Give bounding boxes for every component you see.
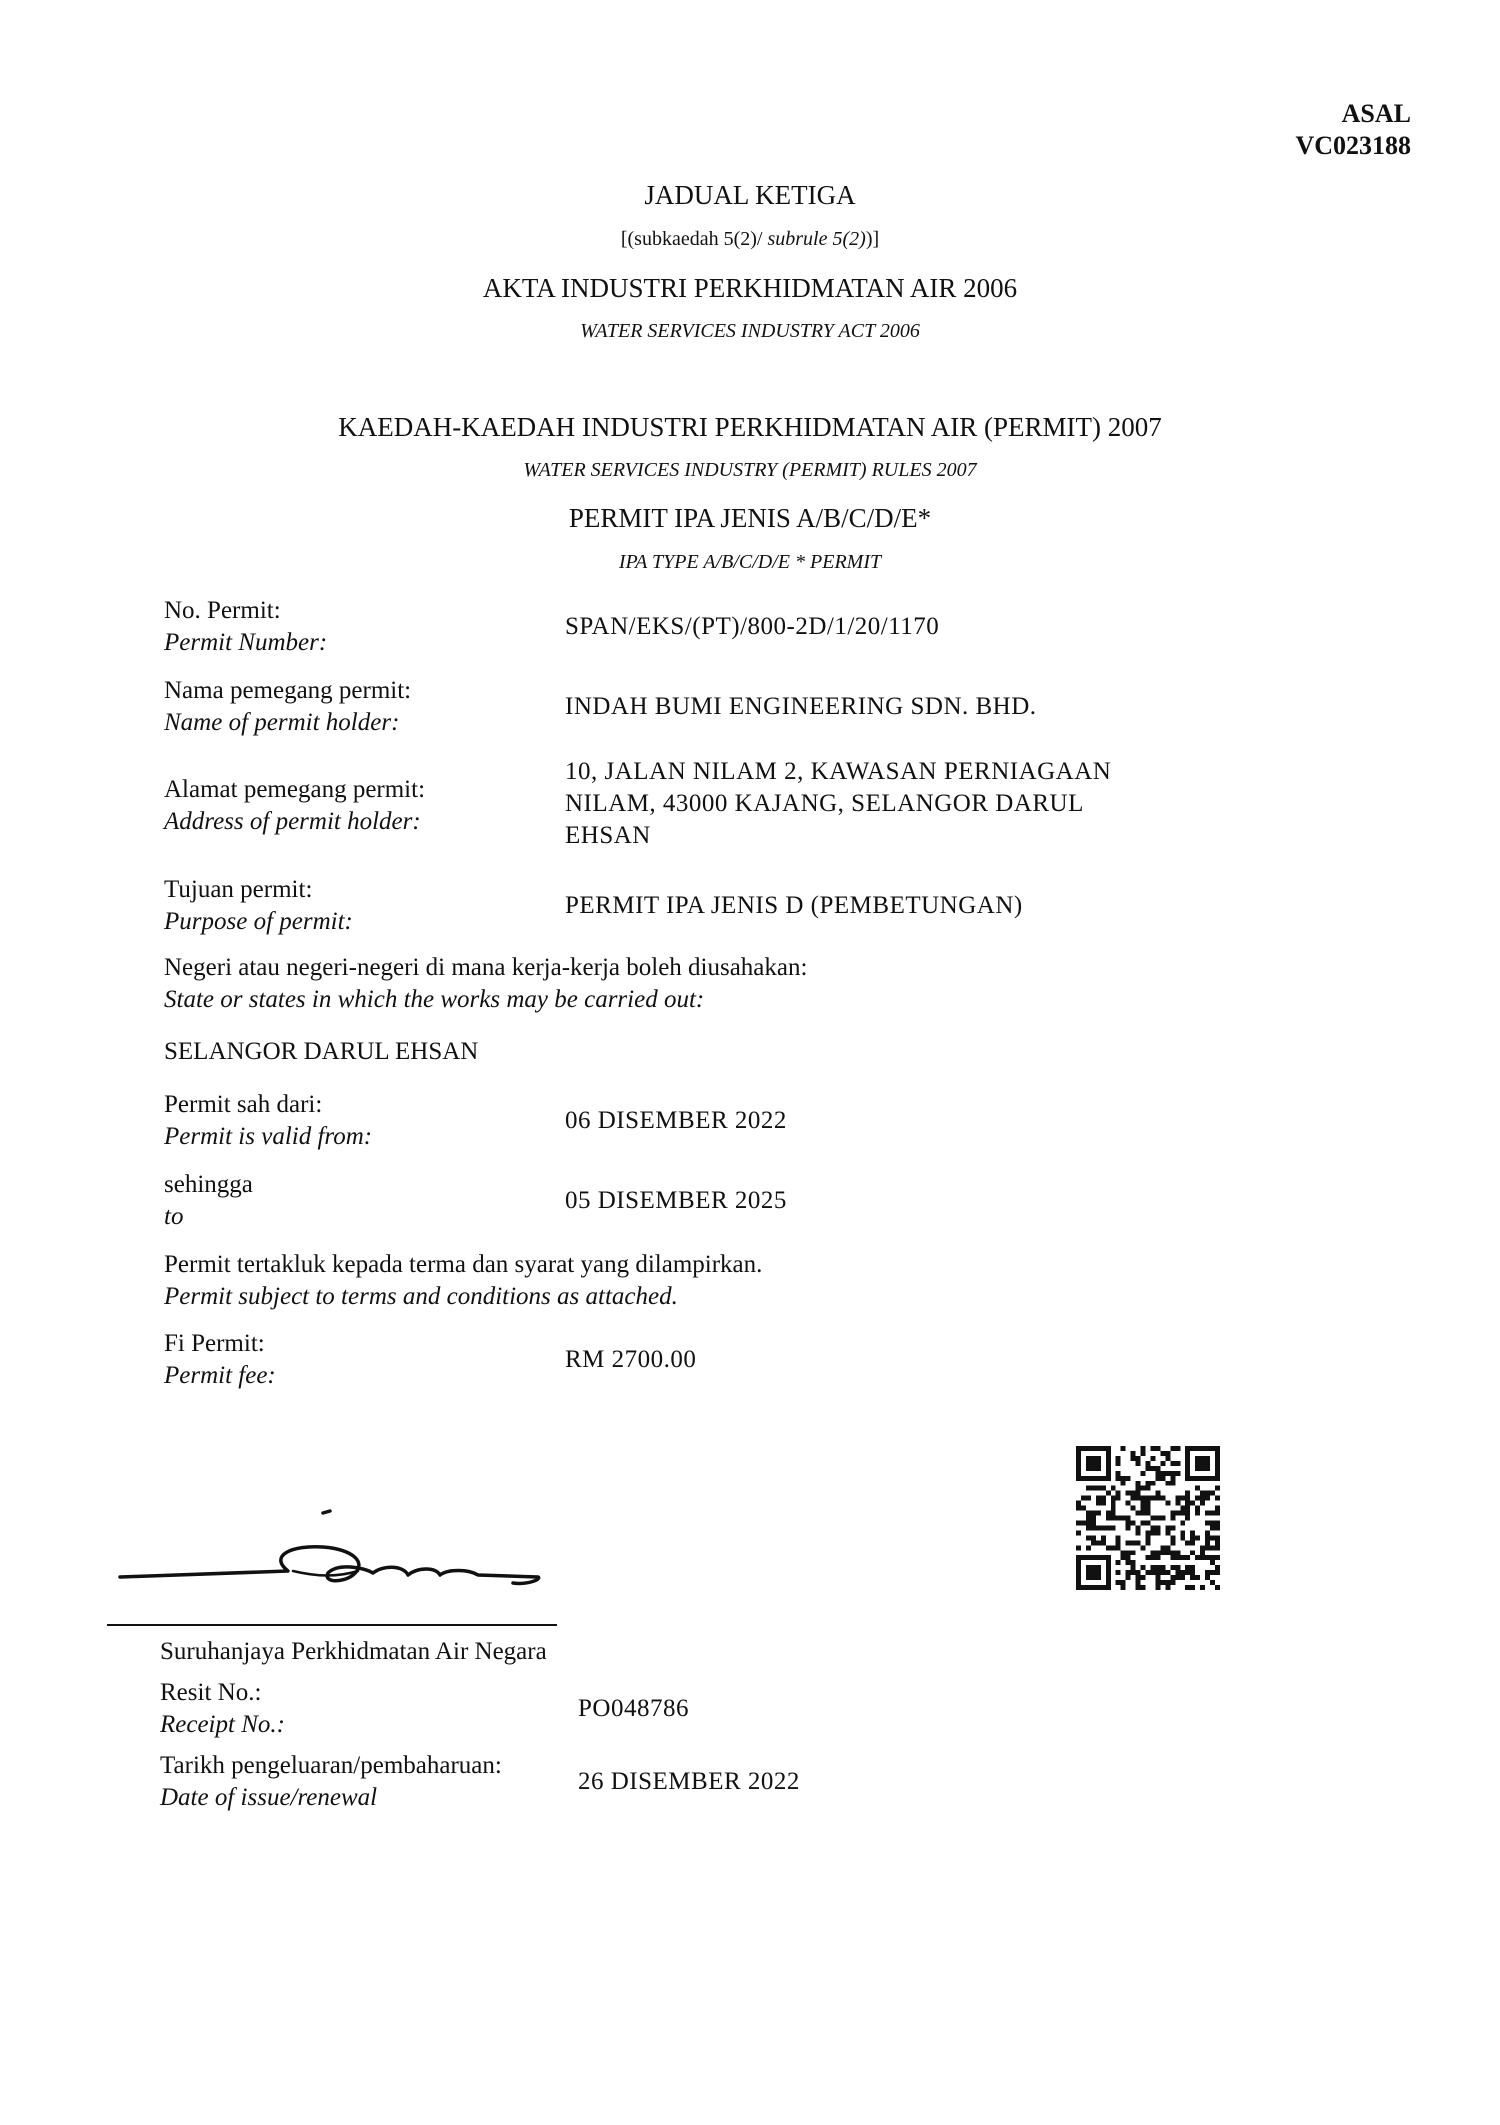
authority-row: [160, 1636, 1360, 1668]
schedule-title: JADUAL KETIGA: [644, 180, 856, 210]
qr-code-icon: [1076, 1446, 1220, 1590]
fee-label: Fi Permit:: [164, 1330, 265, 1357]
valid-to-row: [164, 1169, 1364, 1233]
permit-number-label-en: Permit Number:: [164, 629, 328, 656]
valid-to-value: 05 DISEMBER 2025: [565, 1187, 787, 1214]
signature-line: [107, 1624, 557, 1626]
permit-type-ms: PERMIT IPA JENIS A/B/C/D/E*: [568, 503, 932, 533]
fee-value: RM 2700.00: [565, 1346, 697, 1373]
address-line-2: NILAM, 43000 KAJANG, SELANGOR DARUL: [565, 790, 1084, 817]
original-mark: ASAL: [1341, 99, 1411, 128]
subrule-reference: [(subkaedah 5(2)/ subrule 5(2))]: [620, 228, 880, 250]
document-serial: VC023188: [1295, 131, 1411, 160]
purpose-label: Tujuan permit:: [164, 876, 313, 903]
holder-label: Nama pemegang permit:: [164, 677, 412, 704]
valid-to-label-en: to: [164, 1203, 184, 1230]
receipt-row: [160, 1677, 1360, 1741]
holder-label-en: Name of permit holder:: [164, 709, 400, 736]
permit-number-row: [164, 595, 1364, 659]
address-row: [164, 756, 1364, 849]
valid-from-row: [164, 1089, 1364, 1153]
states-row: [164, 952, 1364, 1065]
issue-date-value: 26 DISEMBER 2022: [578, 1768, 800, 1795]
fee-row: [164, 1328, 1364, 1392]
address-value: [565, 756, 1111, 852]
address-label: Alamat pemegang permit:: [164, 776, 426, 803]
terms-label: Permit tertakluk kepada terma dan syarat yang dilampirkan.: [164, 1251, 763, 1278]
states-label: Negeri atau negeri-negeri di mana kerja-kerja boleh diusahakan:: [164, 954, 808, 981]
issue-date-label: Tarikh pengeluaran/pembaharuan:: [160, 1752, 502, 1779]
permit-number-label: No. Permit:: [164, 597, 281, 624]
authority-name: Suruhanjaya Perkhidmatan Air Negara: [160, 1638, 547, 1665]
document-reference: [1295, 98, 1411, 162]
permit-type-en: IPA TYPE A/B/C/D/E * PERMIT: [618, 551, 882, 573]
act-title-ms: AKTA INDUSTRI PERKHIDMATAN AIR 2006: [482, 273, 1018, 303]
address-label-en: Address of permit holder:: [164, 808, 421, 835]
act-title-en: WATER SERVICES INDUSTRY ACT 2006: [580, 320, 920, 342]
purpose-row: [164, 874, 1364, 938]
signature-mark: [118, 1505, 548, 1615]
receipt-value: PO048786: [578, 1695, 689, 1722]
valid-to-label: sehingga: [164, 1171, 253, 1198]
issue-date-row: [160, 1750, 1360, 1814]
states-label-en: State or states in which the works may be carried out:: [164, 986, 705, 1013]
terms-row: [164, 1249, 1364, 1313]
rules-title-ms: KAEDAH-KAEDAH INDUSTRI PERKHIDMATAN AIR (PERMIT) 2007: [338, 412, 1162, 442]
rules-title-en: WATER SERVICES INDUSTRY (PERMIT) RULES 2007: [523, 459, 977, 481]
valid-from-label-en: Permit is valid from:: [164, 1123, 373, 1150]
valid-from-label: Permit sah dari:: [164, 1091, 323, 1118]
fee-label-en: Permit fee:: [164, 1362, 276, 1389]
permit-holder-row: [164, 675, 1364, 739]
receipt-label: Resit No.:: [160, 1679, 262, 1706]
purpose-value: PERMIT IPA JENIS D (PEMBETUNGAN): [565, 892, 1023, 919]
address-line-1: 10, JALAN NILAM 2, KAWASAN PERNIAGAAN: [565, 758, 1112, 785]
issue-date-label-en: Date of issue/renewal: [160, 1784, 378, 1811]
permit-number-value: SPAN/EKS/(PT)/800-2D/1/20/1170: [565, 613, 940, 640]
purpose-label-en: Purpose of permit:: [164, 908, 353, 935]
terms-label-en: Permit subject to terms and conditions as attached.: [164, 1283, 678, 1310]
holder-value: INDAH BUMI ENGINEERING SDN. BHD.: [565, 693, 1037, 720]
states-value: SELANGOR DARUL EHSAN: [164, 1038, 479, 1065]
receipt-label-en: Receipt No.:: [160, 1711, 285, 1738]
valid-from-value: 06 DISEMBER 2022: [565, 1107, 787, 1134]
address-line-3: EHSAN: [565, 822, 651, 849]
